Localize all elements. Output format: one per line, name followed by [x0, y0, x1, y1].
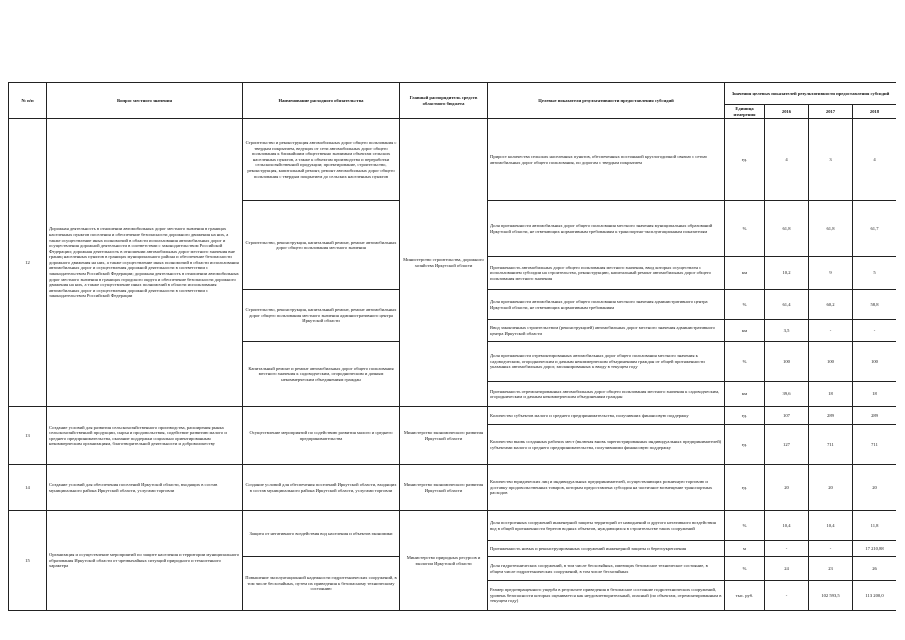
- table-row: [9, 119, 897, 201]
- row-num: 13: [9, 407, 47, 465]
- unit: км: [725, 257, 765, 290]
- table-row: [9, 465, 897, 511]
- budget-administrator: Министерство экономического развития Иркутской области: [400, 465, 488, 511]
- header-num: № п/п: [9, 83, 47, 119]
- expense-obligation: Строительство, реконструкция, капитальный ремонт, ремонт автомобильных дорог общего пользования местного значения: [243, 201, 400, 290]
- header-unit: Единица измерения: [725, 105, 765, 119]
- expense-obligation: Строительство, реконструкция, капитальный ремонт, ремонт автомобильных дорог общего пользования местного значения административного центра Иркутской области: [243, 290, 400, 342]
- header-issue: Вопрос местного значения: [47, 83, 243, 119]
- value-2016: 20: [765, 465, 809, 511]
- value-2017: 23: [809, 557, 853, 581]
- indicator: Протяженность отремонтированных автомобильных дорог общего пользования местного значения к садоводческим, огородническим и дачным некоммерческим объединениям граждан: [488, 382, 725, 407]
- local-issue: Организация и осуществление мероприятий по защите населения и территории муниципального образования Иркутской области от чрезвычайных ситуаций природного и техногенного характера: [47, 511, 243, 611]
- value-2018: 20: [853, 465, 897, 511]
- value-2016: 61,4: [765, 290, 809, 320]
- expense-obligation: Строительство и реконструкция автомобильных дорог общего пользования с твердым покрытием, ведущих от сети автомобильных дорог общего пользования к ближайшим общественно значимым объектам сельских населенных пунктов, а также к объектам производства и переработки сельскохозяйственной продукции; проектирование, строительство, реконструкция, капитальный ремонт, ремонт автомобильных дорог общего пользования с твердым покрытием до сельских населенных пунктов: [243, 119, 400, 201]
- value-2017: 61,8: [809, 201, 853, 257]
- value-2017: 102 593,5: [809, 581, 853, 611]
- document-page: [8, 82, 896, 638]
- value-2016: 10,2: [765, 257, 809, 290]
- unit: %: [725, 511, 765, 541]
- unit: м: [725, 541, 765, 557]
- value-2017: 18: [809, 382, 853, 407]
- header-indicators: Целевые показатели результативности предоставления субсидий: [488, 83, 725, 119]
- value-2017: 60,2: [809, 290, 853, 320]
- row-num: 15: [9, 511, 47, 611]
- value-2016: -: [765, 581, 809, 611]
- value-2018: 4: [853, 119, 897, 201]
- value-2017: 289: [809, 407, 853, 425]
- value-2016: 10,4: [765, 511, 809, 541]
- value-2018: 26: [853, 557, 897, 581]
- indicator: Доля протяженности отремонтированных автомобильных дорог общего пользования местного значения к садоводческим, огородническим и дачным некоммерческим объединениям граждан от общей протяженности указанных автомобильных дорог, запланированных к вводу в текущем году: [488, 342, 725, 382]
- local-issue: Создание условий для обеспечения поселений Иркутской области, входящих в состав муниципального района Иркутской области, услугами торговли: [47, 465, 243, 511]
- indicator: Доля построенных сооружений инженерной защиты территорий от наводнений и другого негативного воздействия вод в общей протяженности берегов водных объектов, нуждающихся в строительстве таких сооружений: [488, 511, 725, 541]
- value-2017: -: [809, 541, 853, 557]
- indicator: Количество вновь созданных рабочих мест (включая вновь зарегистрированных индивидуальных предпринимателей) субъектами малого и среднего предпринимательства, получившими финансовую поддержку: [488, 425, 725, 465]
- value-2016: 107: [765, 407, 809, 425]
- value-2017: 3: [809, 119, 853, 201]
- local-issue: Дорожная деятельность в отношении автомобильных дорог местного значения в границах населенных пунктов поселения и обеспечение безопасности дорожного движения на них, а также осуществление иных полномочий в области использования автомобильных дорог и осуществления дорожной деятельности в соответствии с законодательством Российской Федерации; дорожная деятельность в отношении автомобильных дорог местного значения вне границ населенных пунктов в границах муниципального района и обеспечение безопасности дорожного движения на них, а также осуществление иных полномочий в области использования автомобильных дорог и осуществления дорожной деятельности в соответствии с законодательством Российской Федерации; дорожная деятельность в отношении автомобильных дорог местного значения в границах городского округа и обеспечение безопасности дорожного движения на них, а также осуществление иных полномочий в области использования автомобильных дорог и осуществления дорожной деятельности в соответствии с законодательством Российской Федерации: [47, 119, 243, 407]
- value-2016: 39,6: [765, 382, 809, 407]
- unit: %: [725, 557, 765, 581]
- table-row: [9, 511, 897, 541]
- budget-administrator: Министерство экономического развития Иркутской области: [400, 407, 488, 465]
- value-2018: 113 200,0: [853, 581, 897, 611]
- local-issue: Создание условий для развития сельскохозяйственного производства, расширения рынка сельскохозяйственной продукции, сырья и продовольствия, содействие развитию малого и среднего предпринимательства, оказание поддержки социально ориентированным некоммерческим организациям, благотворительной деятельности и добровольчеству: [47, 407, 243, 465]
- value-2017: 20: [809, 465, 853, 511]
- value-2016: 100: [765, 342, 809, 382]
- header-year-2017: 2017: [809, 105, 853, 119]
- value-2017: -: [809, 320, 853, 342]
- value-2018: 18: [853, 382, 897, 407]
- value-2018: 11,8: [853, 511, 897, 541]
- header-year-2016: 2016: [765, 105, 809, 119]
- unit: %: [725, 201, 765, 257]
- indicator: Протяженность новых и реконструированных сооружений инженерной защиты и берегоукрепления: [488, 541, 725, 557]
- unit: %: [725, 342, 765, 382]
- value-2017: 711: [809, 425, 853, 465]
- value-2017: 100: [809, 342, 853, 382]
- expense-obligation: Защита от негативного воздействия вод населения и объектов экономики: [243, 511, 400, 557]
- table-row: [9, 407, 897, 425]
- header-obligation: Наименование расходного обязательства: [243, 83, 400, 119]
- header-year-2018: 2018: [853, 105, 897, 119]
- unit: тыс. руб.: [725, 581, 765, 611]
- value-2016: 61,8: [765, 201, 809, 257]
- subsidy-indicators-table: [8, 82, 896, 611]
- budget-administrator: Министерство строительства, дорожного хозяйства Иркутской области: [400, 119, 488, 407]
- value-2018: 5: [853, 257, 897, 290]
- expense-obligation: Создание условий для обеспечения поселений Иркутской области, входящих в состав муниципального района Иркутской области, услугами торговли: [243, 465, 400, 511]
- indicator: Протяженность автомобильных дорог общего пользования местного значения, ввод которых осуществлен с использованием субсидии на строительство, реконструкцию, капитальный ремонт автомобильных дорог общего пользования местного значения: [488, 257, 725, 290]
- header-values-group: Значения целевых показателей результативности предоставления субсидий: [725, 83, 897, 105]
- value-2017: 9: [809, 257, 853, 290]
- value-2016: -: [765, 541, 809, 557]
- expense-obligation: Осуществление мероприятий по содействию развития малого и среднего предпринимательства: [243, 407, 400, 465]
- value-2016: 4: [765, 119, 809, 201]
- indicator: Количество субъектов малого и среднего предпринимательства, получивших финансовую поддержку: [488, 407, 725, 425]
- indicator: Доля протяженности автомобильных дорог общего пользования местного значения административного центра Иркутской области, не отвечающих нормативным требованиям: [488, 290, 725, 320]
- value-2018: 100: [853, 342, 897, 382]
- value-2018: 61,7: [853, 201, 897, 257]
- value-2018: 289: [853, 407, 897, 425]
- indicator: Размер предотвращенного ущерба в результате приведения в безопасное состояние гидротехнических сооружений, уровень безопасности которых оценивается как неудовлетворительный, опасный (по объектам, отремонтированным в текущем году): [488, 581, 725, 611]
- expense-obligation: Капитальный ремонт и ремонт автомобильных дорог общего пользования местного значения к садоводческим, огородническим и дачным некоммерческим объединениям граждан: [243, 342, 400, 407]
- unit: ед.: [725, 465, 765, 511]
- row-num: 14: [9, 465, 47, 511]
- value-2016: 24: [765, 557, 809, 581]
- value-2018: -: [853, 320, 897, 342]
- unit: ед.: [725, 119, 765, 201]
- unit: км: [725, 382, 765, 407]
- expense-obligation: Повышение эксплуатационной надежности гидротехнических сооружений, в том числе бесхозяйных, путем их приведения к безопасному техническому состоянию: [243, 557, 400, 611]
- header-administrator: Главный распорядитель средств областного бюджета: [400, 83, 488, 119]
- value-2016: 3,5: [765, 320, 809, 342]
- unit: ед.: [725, 425, 765, 465]
- value-2018: 711: [853, 425, 897, 465]
- value-2018: 17 210,88: [853, 541, 897, 557]
- value-2016: 127: [765, 425, 809, 465]
- indicator: Доля гидротехнических сооружений, в том числе бесхозяйных, имеющих безопасное техническое состояние, в общем числе гидротехнических сооружений, в том числе бесхозяйных: [488, 557, 725, 581]
- unit: ед.: [725, 407, 765, 425]
- unit: %: [725, 290, 765, 320]
- budget-administrator: Министерство природных ресурсов и экологии Иркутской области: [400, 511, 488, 611]
- row-num: 12: [9, 119, 47, 407]
- unit: км: [725, 320, 765, 342]
- indicator: Доля протяженности автомобильных дорог общего пользования местного значения муниципальных образований Иркутской области, не отвечающих нормативным требованиям к транспортно-эксплуатационным показателям: [488, 201, 725, 257]
- indicator: Количество юридических лиц и индивидуальных предпринимателей, осуществляющих розничную торговлю и доставку продовольственных товаров, которым предоставлена субсидия на частичное возмещение транспортных расходов: [488, 465, 725, 511]
- value-2017: 10,4: [809, 511, 853, 541]
- indicator: Ввод законченных строительством (реконструкцией) автомобильных дорог местного значения административного центра Иркутской области: [488, 320, 725, 342]
- value-2018: 58,8: [853, 290, 897, 320]
- indicator: Прирост количества сельских населенных пунктов, обеспеченных постоянной круглогодичной связью с сетью автомобильных дорог общего пользования, по дорогам с твердым покрытием: [488, 119, 725, 201]
